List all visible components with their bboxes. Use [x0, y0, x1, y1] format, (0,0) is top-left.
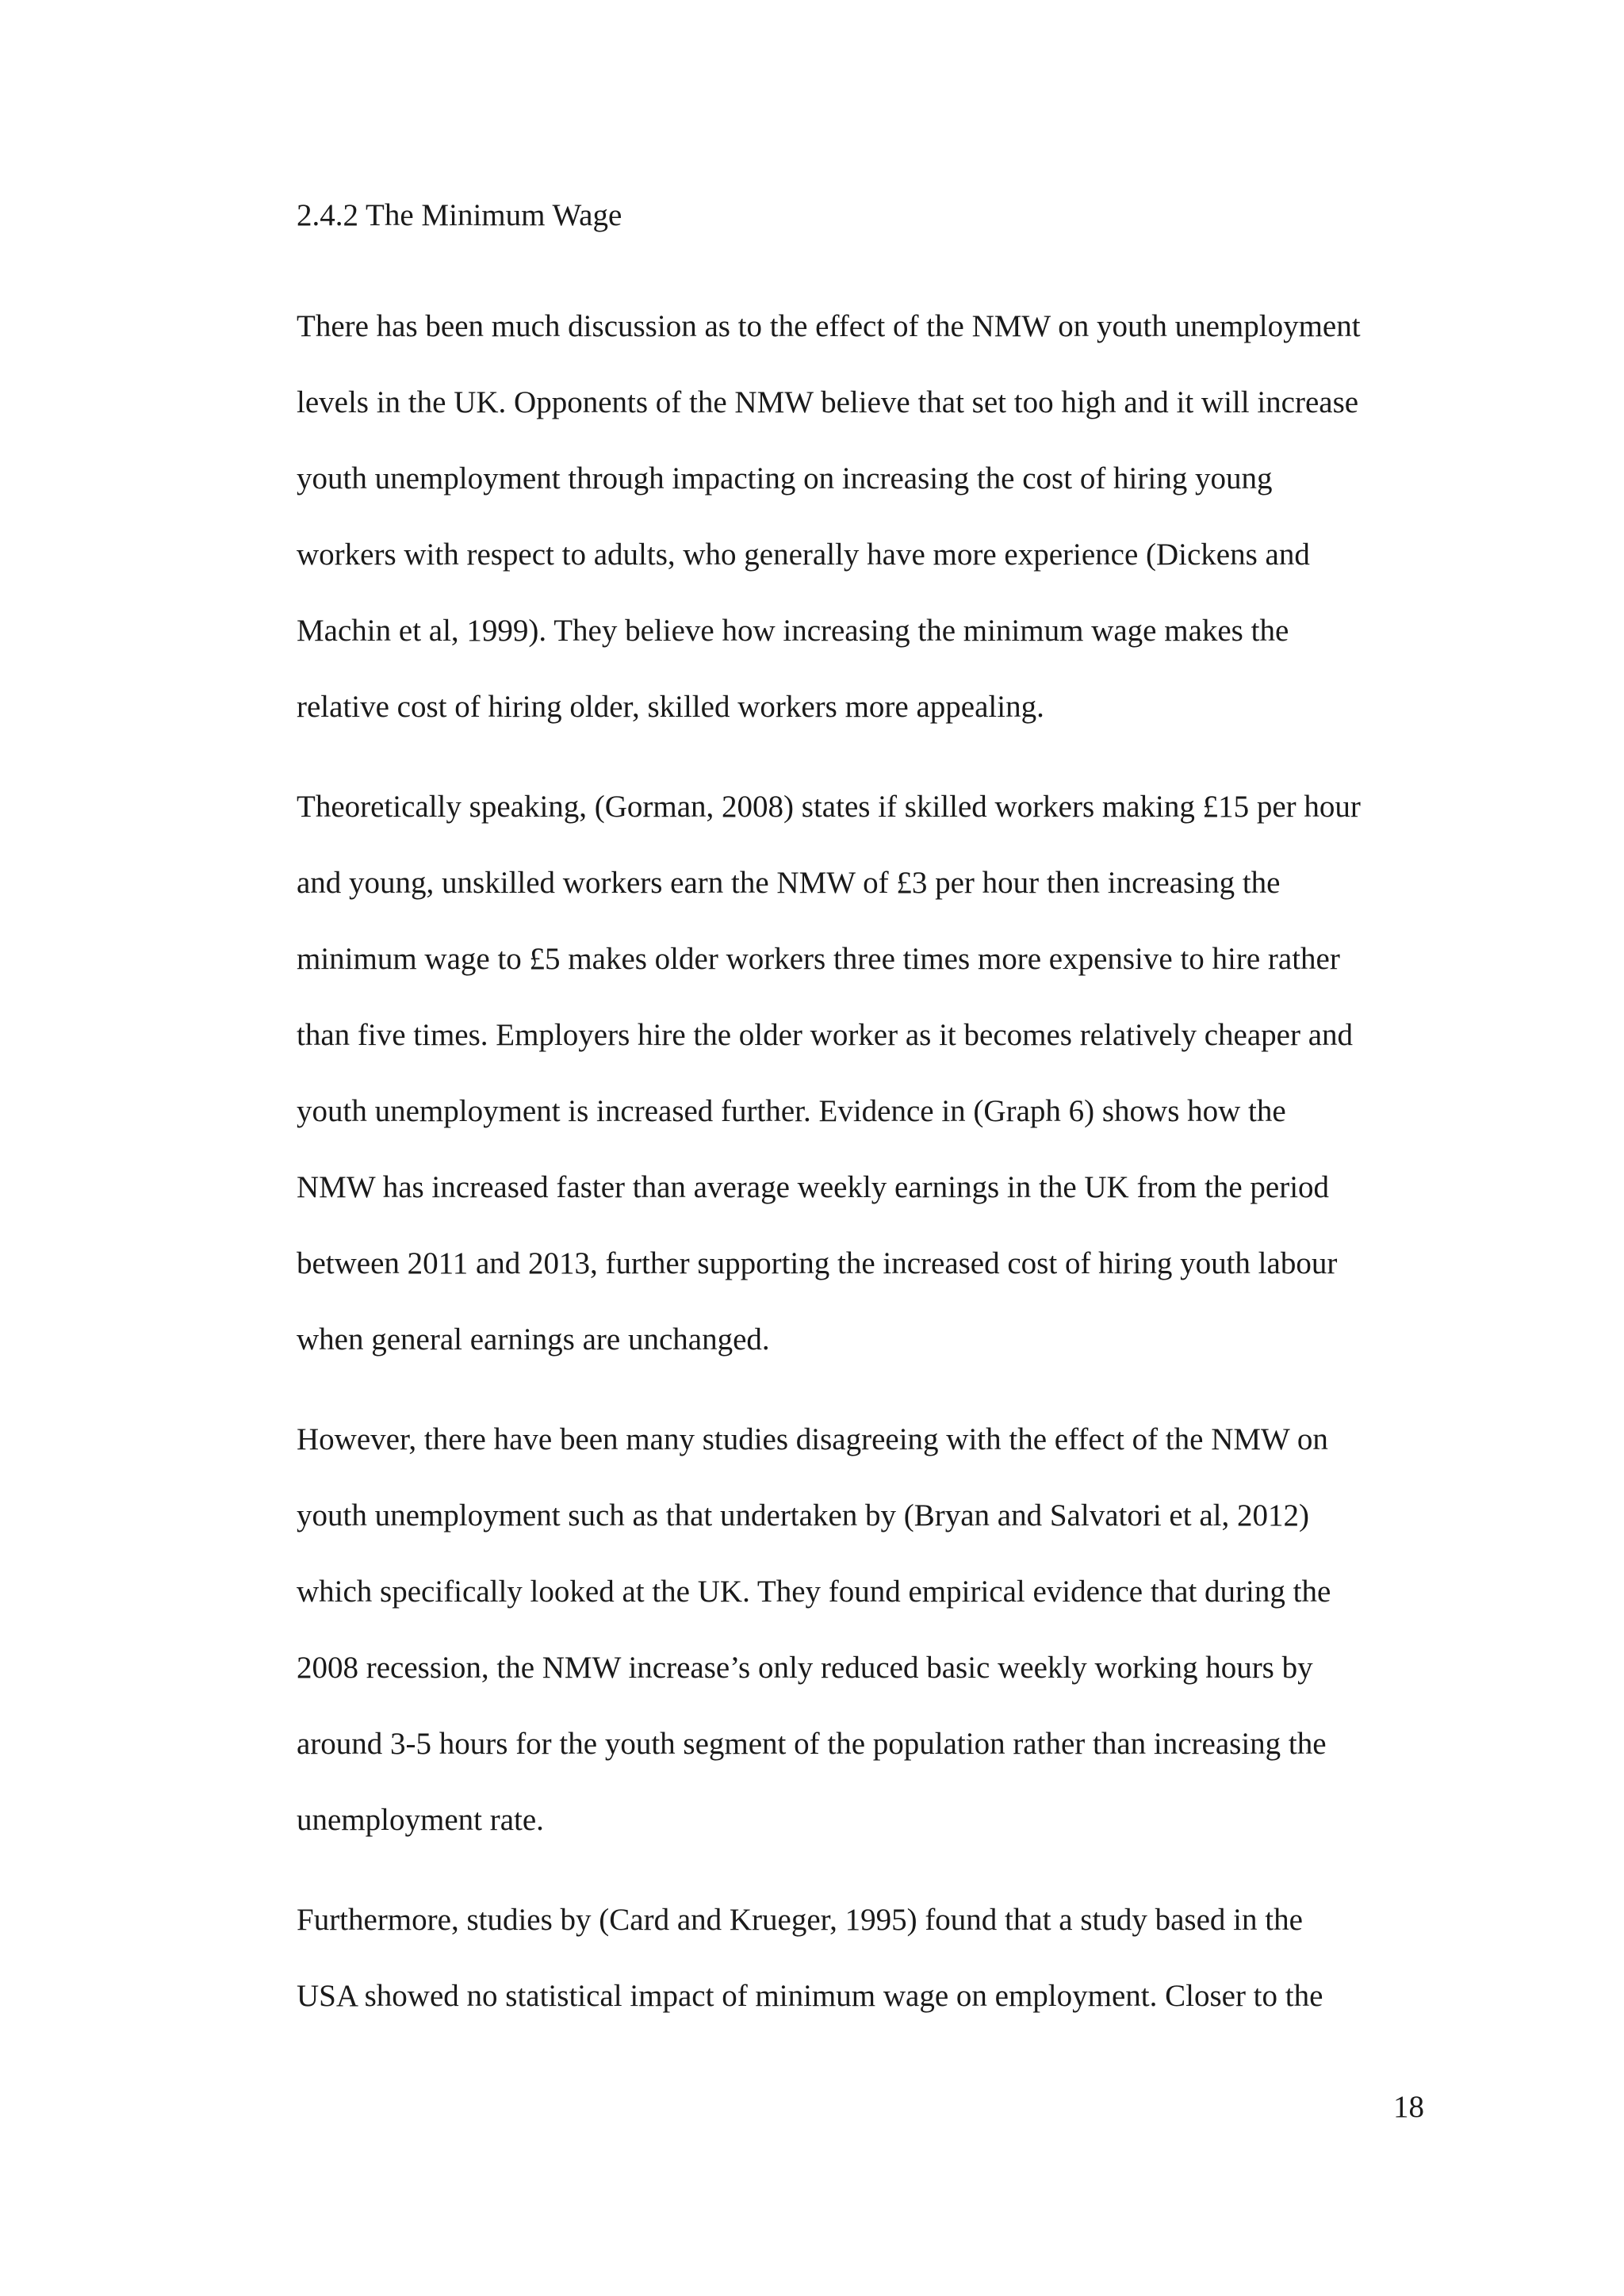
text-line: NMW has increased faster than average weekly earnings in the UK from the period	[297, 1170, 1330, 1204]
text-line: There has been much discussion as to the effect of the NMW on youth unemployment	[297, 309, 1361, 343]
text-line: levels in the UK. Opponents of the NMW believe that set too high and it will increase	[297, 385, 1359, 419]
text-line: workers with respect to adults, who generally have more experience (Dickens and	[297, 538, 1310, 572]
text-line: unemployment rate.	[297, 1803, 544, 1837]
paragraph-2	[297, 769, 1438, 1378]
text-line: which specifically looked at the UK. They found empirical evidence that during the	[297, 1575, 1331, 1609]
text-line: Furthermore, studies by (Card and Krueger, 1995) found that a study based in the	[297, 1903, 1303, 1937]
text-line: Theoretically speaking, (Gorman, 2008) states if skilled workers making £15 per hour	[297, 790, 1361, 824]
paragraph-4	[297, 1882, 1438, 2034]
text-line: than five times. Employers hire the older worker as it becomes relatively cheaper and	[297, 1018, 1353, 1052]
document-body	[297, 197, 1438, 2058]
text-line: USA showed no statistical impact of minimum wage on employment. Closer to the	[297, 1979, 1323, 2013]
text-line: Machin et al, 1999). They believe how increasing the minimum wage makes the	[297, 614, 1289, 648]
text-line: around 3-5 hours for the youth segment of the population rather than increasing the	[297, 1727, 1327, 1761]
text-line: when general earnings are unchanged.	[297, 1322, 770, 1357]
text-line: However, there have been many studies disagreeing with the effect of the NMW on	[297, 1422, 1328, 1456]
paragraph-1	[297, 289, 1438, 745]
text-line: youth unemployment such as that undertaken by (Bryan and Salvatori et al, 2012)	[297, 1498, 1309, 1533]
section-heading: 2.4.2 The Minimum Wage	[297, 198, 622, 232]
text-line: 2008 recession, the NMW increase’s only reduced basic weekly working hours by	[297, 1651, 1313, 1685]
text-line: youth unemployment is increased further. Evidence in (Graph 6) shows how the	[297, 1094, 1286, 1128]
text-line: relative cost of hiring older, skilled workers more appealing.	[297, 690, 1044, 724]
text-line: youth unemployment through impacting on increasing the cost of hiring young	[297, 461, 1273, 496]
paragraph-3	[297, 1402, 1438, 1858]
page-number: 18	[1393, 2090, 1424, 2124]
text-line: and young, unskilled workers earn the NMW of £3 per hour then increasing the	[297, 866, 1281, 900]
text-line: between 2011 and 2013, further supporting the increased cost of hiring youth labour	[297, 1246, 1338, 1280]
text-line: minimum wage to £5 makes older workers three times more expensive to hire rather	[297, 942, 1340, 976]
